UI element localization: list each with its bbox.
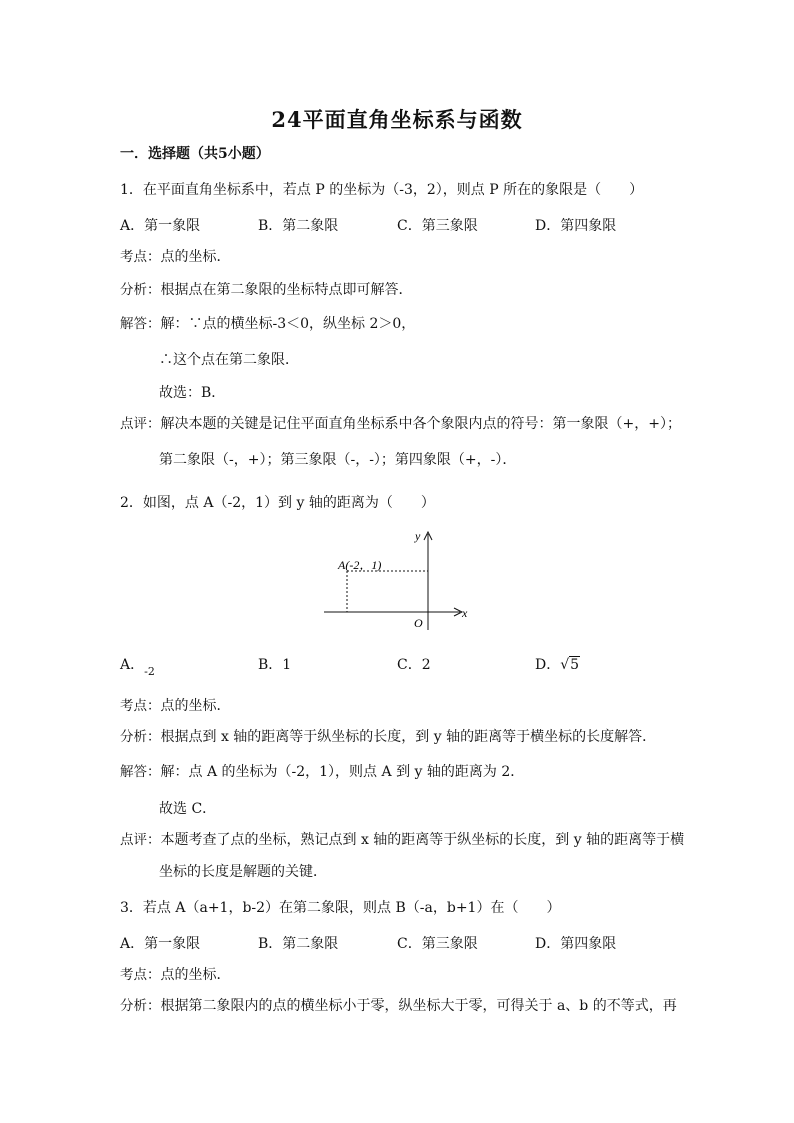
point-a-label: A(-2，1) bbox=[338, 558, 382, 572]
origin-label: O bbox=[414, 616, 423, 630]
y-axis-label: y bbox=[415, 529, 421, 543]
q2-jieda bbox=[120, 762, 524, 782]
q2-option-d-radicand: 5 bbox=[570, 657, 580, 673]
q2-fenxi-text: 根据点到 x 轴的距离等于纵坐标的长度，到 y 轴的距离等于横坐标的长度解答． bbox=[160, 729, 657, 745]
q1-dianping-line-2: 第二象限（-，+）；第三象限（-，-）；第四象限（+，-）． bbox=[159, 452, 517, 468]
q1-dianping-line-1: 解决本题的关键是记住平面直角坐标系中各个象限内点的符号：第一象限（+，+）； bbox=[160, 416, 681, 432]
q3-option-d: D．第四象限 bbox=[535, 936, 617, 952]
q3-kaodian-text: 点的坐标． bbox=[160, 967, 231, 983]
section-heading: 一．选择题（共5小题） bbox=[120, 146, 270, 162]
coordinate-figure bbox=[320, 526, 480, 636]
q1-jieda bbox=[120, 314, 415, 334]
q3-option-b: B．第二象限 bbox=[258, 936, 339, 952]
q2-option-a-value: -2 bbox=[144, 665, 155, 678]
fenxi-label: 分析： bbox=[120, 998, 161, 1014]
q1-stem: 1．在平面直角坐标系中，若点 P 的坐标为（-3，2），则点 P 所在的象限是（ ） bbox=[120, 182, 644, 198]
q2-option-d-letter: D． bbox=[535, 657, 561, 673]
jieda-label: 解答： bbox=[120, 764, 161, 780]
q2-kaodian-text: 点的坐标． bbox=[160, 698, 231, 714]
q3-kaodian bbox=[120, 965, 231, 985]
q2-fenxi bbox=[120, 727, 656, 747]
dianping-label: 点评： bbox=[120, 832, 161, 848]
q1-kaodian-text: 点的坐标． bbox=[160, 249, 231, 265]
q2-option-d bbox=[535, 655, 580, 675]
jieda-label: 解答： bbox=[120, 316, 161, 332]
q1-option-d: D．第四象限 bbox=[535, 218, 617, 234]
document-title: 24平面直角坐标系与函数 bbox=[271, 107, 523, 132]
sqrt-sign: √ bbox=[560, 657, 570, 673]
q1-option-a: A．第一象限 bbox=[120, 218, 201, 234]
q1-jieda-line-1: 解：∵点的横坐标-3＜0，纵坐标 2＞0， bbox=[160, 316, 416, 332]
q1-fenxi bbox=[120, 280, 413, 300]
q3-fenxi-text: 根据第二象限内的点的横坐标小于零，纵坐标大于零，可得关于 a、b 的不等式，再 bbox=[160, 998, 677, 1014]
fenxi-label: 分析： bbox=[120, 729, 161, 745]
fenxi-label: 分析： bbox=[120, 282, 161, 298]
q1-fenxi-text: 根据点在第二象限的坐标特点即可解答． bbox=[160, 282, 413, 298]
q2-option-b: B．1 bbox=[258, 657, 292, 673]
q2-kaodian bbox=[120, 696, 231, 716]
q2-stem: 2．如图，点 A（-2，1）到 y 轴的距离为（ ） bbox=[120, 495, 435, 511]
q3-option-c: C．第三象限 bbox=[397, 936, 478, 952]
q3-option-a: A．第一象限 bbox=[120, 936, 201, 952]
q3-fenxi bbox=[120, 996, 677, 1016]
q1-kaodian bbox=[120, 247, 231, 267]
q2-dianping-line-2: 坐标的长度是解题的关键． bbox=[159, 864, 327, 880]
q2-jieda-line-2: 故选 C． bbox=[159, 801, 217, 817]
kaodian-label: 考点： bbox=[120, 249, 161, 265]
q2-option-a-letter: A． bbox=[120, 657, 145, 673]
q2-option-c: C．2 bbox=[397, 657, 431, 673]
q1-option-b: B．第二象限 bbox=[258, 218, 339, 234]
q1-option-c: C．第三象限 bbox=[397, 218, 478, 234]
kaodian-label: 考点： bbox=[120, 698, 161, 714]
q2-dianping bbox=[120, 830, 684, 850]
q1-jieda-line-2: ∴这个点在第二象限． bbox=[159, 352, 299, 368]
q2-option-a bbox=[120, 655, 155, 676]
q2-jieda-line-1: 解：点 A 的坐标为（-2，1），则点 A 到 y 轴的距离为 2． bbox=[160, 764, 525, 780]
q1-jieda-line-3: 故选：B． bbox=[159, 385, 226, 401]
q3-stem: 3．若点 A（a+1，b-2）在第二象限，则点 B（-a，b+1）在（ ） bbox=[120, 900, 561, 916]
dianping-label: 点评： bbox=[120, 416, 161, 432]
x-axis-label: x bbox=[462, 606, 468, 620]
kaodian-label: 考点： bbox=[120, 967, 161, 983]
q1-dianping bbox=[120, 414, 681, 434]
q2-dianping-line-1: 本题考查了点的坐标，熟记点到 x 轴的距离等于纵坐标的长度，到 y 轴的距离等于横 bbox=[160, 832, 685, 848]
